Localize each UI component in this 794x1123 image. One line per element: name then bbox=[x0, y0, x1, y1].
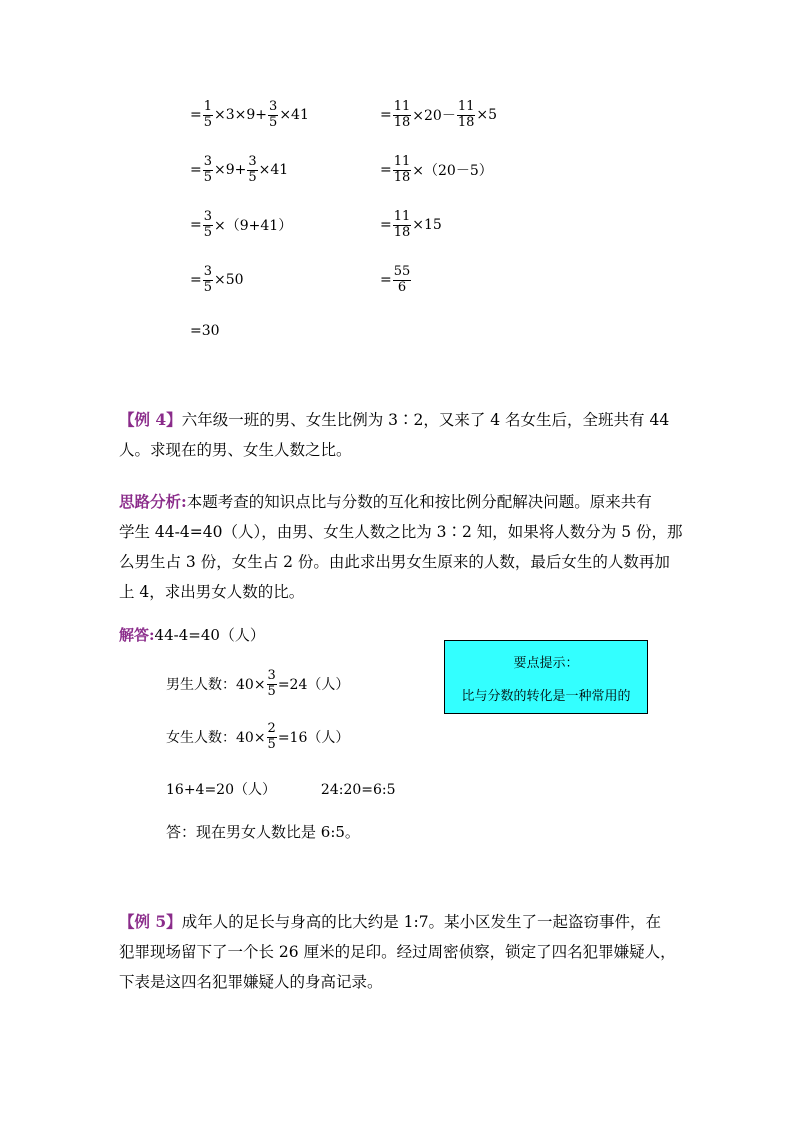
example-5-problem bbox=[119, 907, 689, 997]
analysis-paragraph bbox=[119, 487, 699, 607]
fraction-numerator: 3 bbox=[203, 209, 213, 225]
fraction-denominator: 5 bbox=[203, 279, 213, 295]
calc-text: ×3×9+ bbox=[214, 107, 268, 123]
calc-text: ×（9+41） bbox=[214, 218, 293, 234]
calc-fraction bbox=[203, 265, 213, 295]
fraction-denominator: 18 bbox=[393, 169, 411, 185]
answer-first: 44-4=40（人） bbox=[154, 626, 265, 644]
key-point-tip-box bbox=[444, 640, 648, 714]
calc-step bbox=[190, 260, 244, 300]
boys-label: 男生人数：40× bbox=[166, 677, 266, 693]
fraction-denominator: 5 bbox=[248, 169, 257, 185]
calc-text: =30 bbox=[190, 323, 220, 339]
fraction-denominator: 18 bbox=[393, 114, 411, 130]
tip-text: 比与分数的转化是一种常用的 bbox=[461, 689, 631, 704]
analysis-line-1: 本题考查的知识点比与分数的互化和按比例分配解决问题。原来共有 bbox=[186, 493, 652, 511]
calc-step bbox=[380, 95, 497, 135]
answer-first-line bbox=[119, 620, 265, 650]
calc-fraction bbox=[393, 210, 412, 240]
calc-fraction bbox=[393, 265, 412, 295]
fraction-numerator: 3 bbox=[203, 154, 213, 170]
boys-result: =24（人） bbox=[277, 677, 350, 693]
calc-text: ×41 bbox=[279, 107, 309, 123]
fraction-numerator: 1 bbox=[203, 99, 213, 115]
example-5-line-1: 成年人的足长与身高的比大约是 1:7。某小区发生了一起盗窃事件，在 bbox=[181, 913, 662, 931]
fraction-denominator: 6 bbox=[397, 279, 407, 295]
calc-fraction bbox=[203, 100, 213, 130]
boys-fraction: $\frac{3}{5}$ bbox=[267, 668, 276, 699]
answer-line-3a: 16+4=20（人） bbox=[166, 782, 276, 798]
fraction-denominator: 18 bbox=[393, 224, 411, 240]
fraction-denominator: 5 bbox=[203, 169, 213, 185]
fraction-numerator: 11 bbox=[457, 99, 475, 115]
calc-text: ×20－ bbox=[412, 108, 456, 124]
example-4-problem bbox=[119, 405, 679, 465]
calc-step bbox=[380, 150, 493, 190]
calc-fraction bbox=[268, 100, 278, 130]
calc-text: ×9+ bbox=[214, 162, 247, 178]
fraction-denominator: 5 bbox=[269, 114, 278, 130]
answer-line-3 bbox=[166, 775, 396, 805]
answer-final: 答：现在男女人数比是 6:5。 bbox=[166, 823, 360, 841]
calc-text: ×（20－5） bbox=[412, 163, 493, 179]
calc-step bbox=[190, 311, 220, 351]
analysis-line-3: 么男生占 3 份，女生占 2 份。由此求出男女生原来的人数，最后女生的人数再加 bbox=[119, 553, 670, 571]
answer-girls-line bbox=[166, 717, 349, 757]
answer-line-3b: 24:20=6:5 bbox=[320, 782, 396, 798]
fraction-denominator: 5 bbox=[203, 224, 213, 240]
calc-fraction bbox=[203, 210, 213, 240]
calc-text: ×15 bbox=[412, 217, 442, 233]
calc-text: = bbox=[190, 107, 202, 123]
example-4-line-1: 六年级一班的男、女生比例为 3∶2，又来了 4 名女生后，全班共有 44 bbox=[181, 411, 670, 429]
calc-step bbox=[190, 205, 292, 245]
calc-step bbox=[380, 205, 442, 245]
calc-fraction bbox=[247, 155, 257, 185]
fraction-numerator: 11 bbox=[393, 99, 411, 115]
tip-title: 要点提示： bbox=[513, 656, 579, 671]
analysis-line-4: 上 4，求出男女人数的比。 bbox=[119, 583, 305, 601]
analysis-tag: 思路分析: bbox=[119, 492, 187, 511]
fraction-denominator: 5 bbox=[203, 114, 213, 130]
example-5-line-3: 下表是这四名犯罪嫌疑人的身高记录。 bbox=[119, 973, 383, 991]
calc-text: ×50 bbox=[214, 272, 244, 288]
calc-text: = bbox=[380, 107, 392, 123]
calc-fraction bbox=[393, 100, 412, 130]
calc-fraction bbox=[393, 155, 412, 185]
calc-text: ×41 bbox=[258, 162, 289, 178]
answer-tag: 解答: bbox=[119, 626, 155, 644]
example-4-tag: 【例 4】 bbox=[119, 410, 182, 429]
example-4-line-2: 人。求现在的男、女生人数之比。 bbox=[119, 441, 352, 459]
calc-fraction bbox=[457, 100, 476, 130]
calc-text: = bbox=[190, 272, 202, 288]
girls-fraction: $\frac{2}{5}$ bbox=[267, 721, 276, 752]
fraction-denominator: 18 bbox=[457, 114, 475, 130]
example-5-line-2: 犯罪现场留下了一个长 26 厘米的足印。经过周密侦察，锁定了四名犯罪嫌疑人， bbox=[119, 943, 676, 961]
calc-text: = bbox=[190, 162, 202, 178]
fraction-numerator: 11 bbox=[393, 209, 411, 225]
fraction-numerator: 3 bbox=[248, 154, 257, 170]
example-5-tag: 【例 5】 bbox=[119, 912, 182, 931]
calc-fraction bbox=[203, 155, 213, 185]
girls-label: 女生人数：40× bbox=[166, 730, 266, 746]
calc-step bbox=[190, 150, 288, 190]
fraction-numerator: 3 bbox=[203, 264, 213, 280]
fraction-numerator: 3 bbox=[269, 99, 278, 115]
analysis-line-2: 学生 44-4=40（人），由男、女生人数之比为 3∶2 知，如果将人数分为 5 份，那 bbox=[119, 523, 683, 541]
calc-step bbox=[380, 260, 412, 300]
answer-boys-line bbox=[166, 664, 349, 704]
calc-text: = bbox=[380, 217, 392, 233]
fraction-numerator: 11 bbox=[393, 154, 411, 170]
calc-step bbox=[190, 95, 309, 135]
calc-text: = bbox=[380, 272, 392, 288]
girls-result: =16（人） bbox=[277, 730, 350, 746]
fraction-numerator: 55 bbox=[393, 264, 411, 280]
calc-text: = bbox=[380, 162, 392, 178]
calc-text: = bbox=[190, 217, 202, 233]
calc-text: ×5 bbox=[476, 107, 498, 123]
